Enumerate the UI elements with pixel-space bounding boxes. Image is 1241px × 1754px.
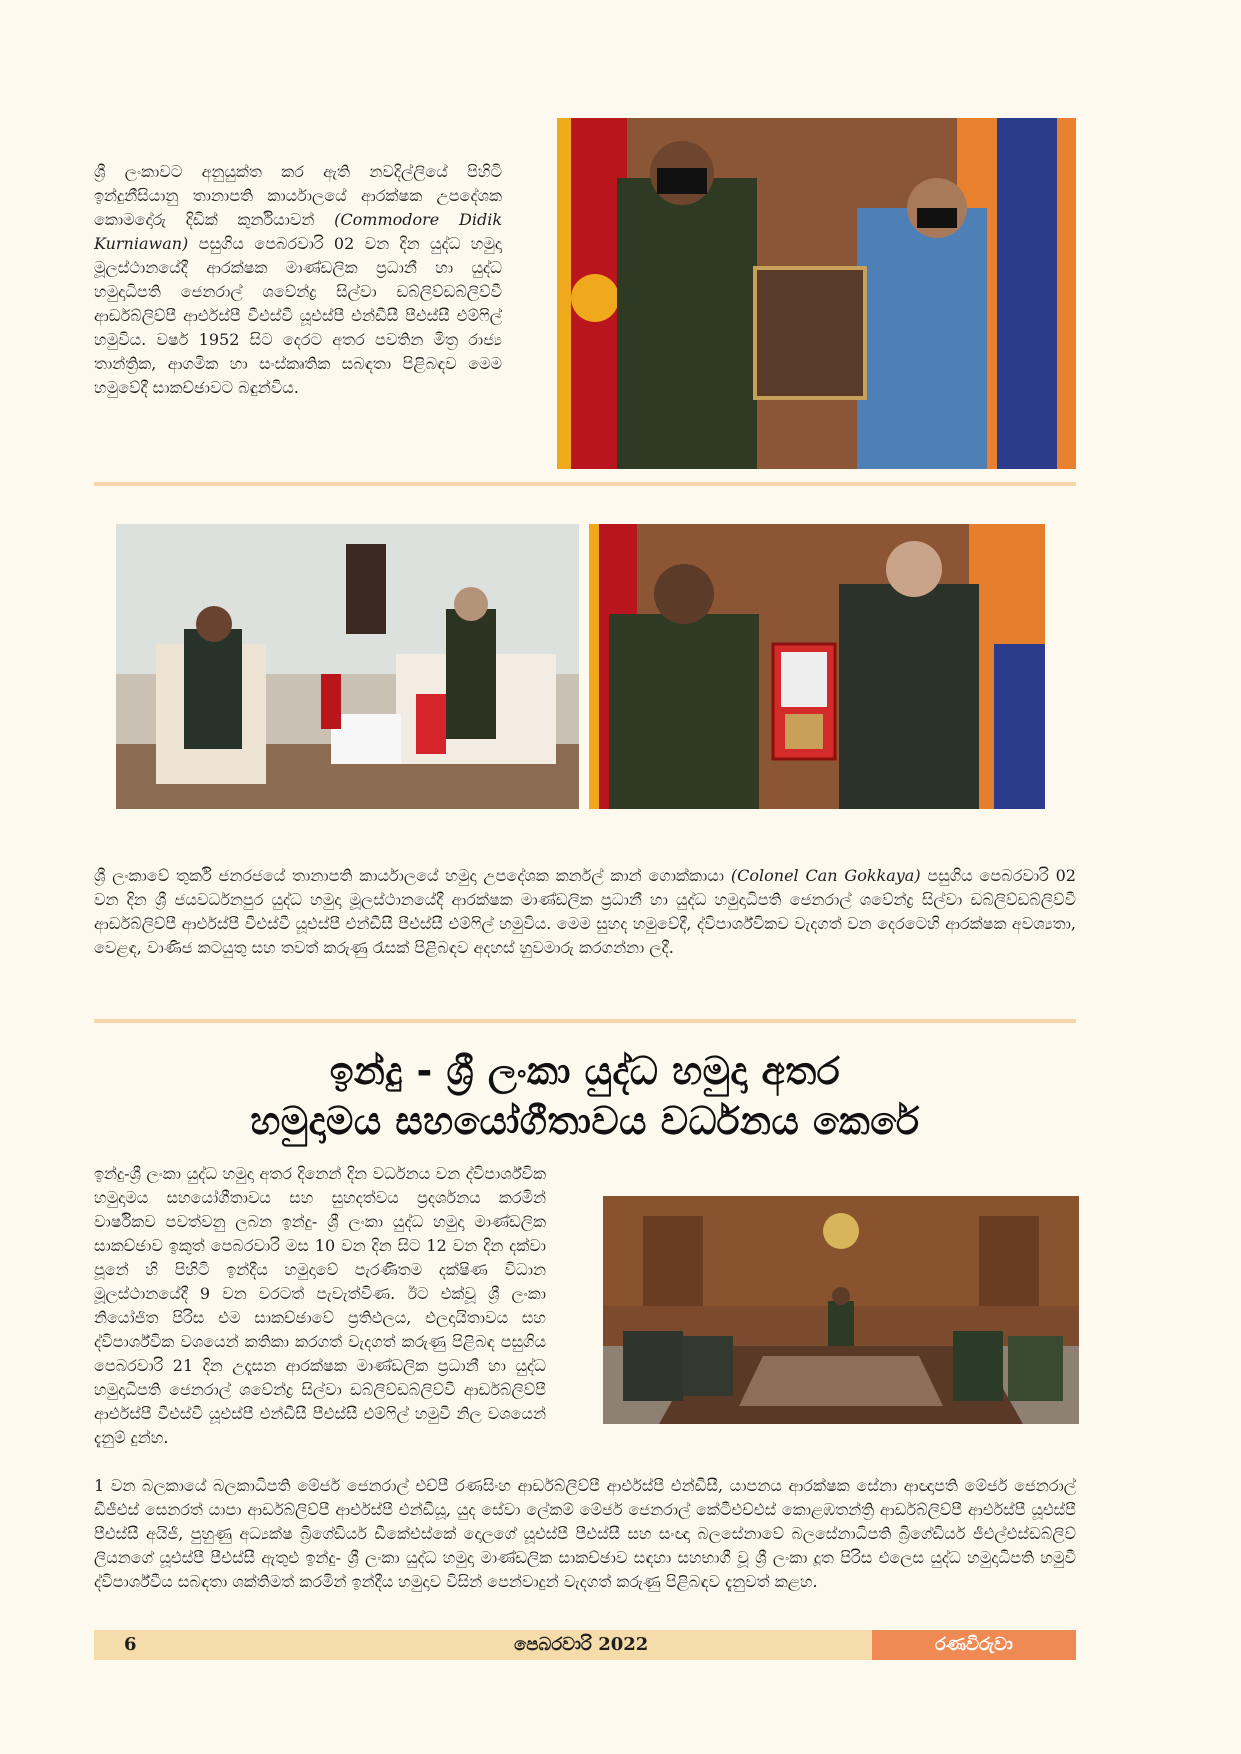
photo-indonesia-meeting — [557, 118, 1076, 469]
article2-name-latin: (Colonel Can Gokkaya) — [730, 866, 921, 885]
article3-para2: 1 වන බලකායේ බලකාධිපති මේජර් ජෙනරාල් එච්පී රණසිංහ ආර්ඩබ්ලිව්පී ආර්එස්පී එන්ඩීසී, යාපනය ආරක්ෂක සේනා ආඥාපති මේජර් ජෙනරාල් ඩීජීඑස් සෙනරත් යාපා ආර්ඩබ්ලිව්පී ආර්එස්පී එන්ඩීයූ, යුද සේවා ලේකම් මේජර් ජෙනරාල් කේටීඑච්එස් කොළඹතන්ත්‍රි ආර්ඩබ්ලිව්පී ආර්එස්පී යූඑස්පී පීඑස්සී අයිජී, පුහුණු අධ්‍යක්ෂ බ්‍රිගේඩියර් ඩීකේඑස්කේ දොලගේ යූඑස්පී පීඑස්සී සහ සංඥා බලසේනාවේ බලසේනාධිපති බ්‍රිගේඩියර් ජීඑල්එස්ඩබ්ලිව් ලියනගේ යූඑස්පී පීඑස්සී ඇතුළු ඉන්දු- ශ්‍රී ලංකා යුද්ධ හමුදා මාණ්ඩලික සාකච්ඡාව සඳහා සහභාගී වූ ශ්‍රී ලංකා දූත පිරිස එලෙස යුද්ධ හමුදාධිපති හමුවී ද්විපාර්ශ්වීය සබඳතා ශක්තිමත් කරමින් ඉන්දීය හමුදාව විසින් පෙන්වාදුන් වැදගත් කරුණු පිළිබඳව දැනුවත් කළහ. — [94, 1476, 1076, 1591]
article3-headline — [94, 1046, 1076, 1146]
footer-date: පෙබරවාරි 2022 — [514, 1634, 649, 1655]
article1-text — [94, 160, 502, 400]
separator-rule-2 — [94, 1019, 1076, 1023]
footer-left-bar — [94, 1630, 872, 1660]
article2-text-part2: පසුගිය පෙබරවාරි 02 වන දින ශ්‍රී ජයවර්ධනපුර යුද්ධ හමුදා මූලස්ථානයේදී ආරක්ෂක මාණ්ඩලික ප්‍රධානී හා යුද්ධ හමුදාධිපති ජෙනරාල් ශවේන්ද්‍ර සිල්වා ඩබ්ලිව්ඩබ්ලිව්වී ආර්ඩබ්ලිව්පී ආර්එස්පී වීඑස්වී යූඑස්පී එන්ඩීසී පීඑස්සී එම්ෆිල් හමුවිය. මෙම සුහද හමුවේදී, ද්විපාර්ශ්විකව වැදගත් වන දෙරටෙහි ආරක්ෂක අවශ්‍යතා, වෙළඳ, වාණිජ කටයුතු සහ තවත් කරුණු රැසක් පිළිබඳව අදහස් හුවමාරු කරගන්නා ලදී. — [94, 866, 1076, 957]
footer — [94, 1630, 1076, 1660]
headline-line-1: ඉන්දු - ශ්‍රී ලංකා යුද්ධ හමුදා අතර — [329, 1049, 841, 1093]
footer-right-bar — [872, 1630, 1076, 1660]
article3-para1: ඉන්දු-ශ්‍රී ලංකා යුද්ධ හමුදා අතර දිනෙන් දින වර්ධනය වන ද්විපාර්ශ්වික හමුදාමය සහයෝගීතාවය සහ සුහදත්වය ප්‍රදර්ශනය කරමින් වාර්ෂිකව පවත්වනු ලබන ඉන්දු- ශ්‍රී ලංකා යුද්ධ හමුදා මාණ්ඩලික සාකච්ඡාව ඉකුත් පෙබරවාරි මස 10 වන දින සිට 12 වන දින දක්වා පූනේ හි පිහිටි ඉන්දීය හමුදාවේ පැරණිතම දක්ෂිණ විධාන මූලස්ථානයේදී 9 වන වරටත් පැවැත්විණ. ඊට එක්වූ ශ්‍රී ලංකා නියෝජිත පිරිස එම සාකච්ඡාවේ ප්‍රතිඵලය, ඵලදායිතාවය සහ ද්විපාර්ශ්වික වශයෙන් කතිකා කරගත් වැදගත් කරුණු පිළිබඳ පසුගිය පෙබරවාරි 21 දින උදෑසන ආරක්ෂක මාණ්ඩලික ප්‍රධානී හා යුද්ධ හමුදාධිපති ජෙනරාල් ශවේන්ද්‍ර සිල්වා ඩබ්ලිව්ඩබ්ලිව්වී ආර්ඩබ්ලිව්පී ආර්එස්පී වීඑස්වී යූඑස්පී එන්ඩීසී පීඑස්සී එම්ෆිල් හමුවී නිල වශයෙන් දැනුම් දුන්හ. — [94, 1164, 546, 1447]
article2-text-part1: ශ්‍රී ලංකාවේ තුර්කි ජනරජයේ තානාපති කාර්යාලයේ හමුදා උපදේශක කර්නල් කාන් ගොක්කායා — [94, 866, 731, 885]
article1-text-part2: පසුගිය පෙබරවාරි 02 වන දින යුද්ධ හමුදා මූලස්ථානයේදී ආරක්ෂක මාණ්ඩලික ප්‍රධානී හා යුද්ධ හමුදාධිපති ජෙනරාල් ශවේන්ද්‍ර සිල්වා ඩබ්ලිව්ඩබ්ලිව්වී ආර්ඩබ්ලිව්පී ආර්එස්පී වීඑස්වී යූඑස්පී එන්ඩීසී පීඑස්සී එම්ෆිල් හමුවිය. වර්ෂ 1952 සිට දෙරට අතර පවතින මිත්‍ර රාජ්‍ය තාන්ත්‍රික, ආගමික හා සංස්කෘතික සබඳතා පිළිබඳව මෙම හමුවේදී සාකච්ඡාවට බඳුන්විය. — [94, 234, 502, 397]
photo-turkey-sitting — [116, 524, 579, 809]
magazine-name: රණවිරුවා — [935, 1634, 1013, 1655]
article1-text-part1: ශ්‍රී ලංකාවට අනුයුක්ත කර ඇති නවදිල්ලියේ පිහිටි ඉන්දුනීසියානු තානාපති කාර්යාලයේ ආරක්ෂක උපදේශක කොමදෝරු දිඩික් කුර්නියාවන් — [94, 162, 502, 229]
separator-rule — [94, 482, 1076, 486]
headline-line-2: හමුදාමය සහයෝගීතාවය වර්ධනය කෙරේ — [250, 1099, 920, 1143]
article2-text — [94, 864, 1076, 960]
page-number: 6 — [124, 1634, 137, 1655]
photo-india-conference — [603, 1196, 1079, 1424]
photo-turkey-presentation — [589, 524, 1045, 809]
article1-name-latin: (Commodore Didik Kurniawan) — [94, 210, 503, 253]
